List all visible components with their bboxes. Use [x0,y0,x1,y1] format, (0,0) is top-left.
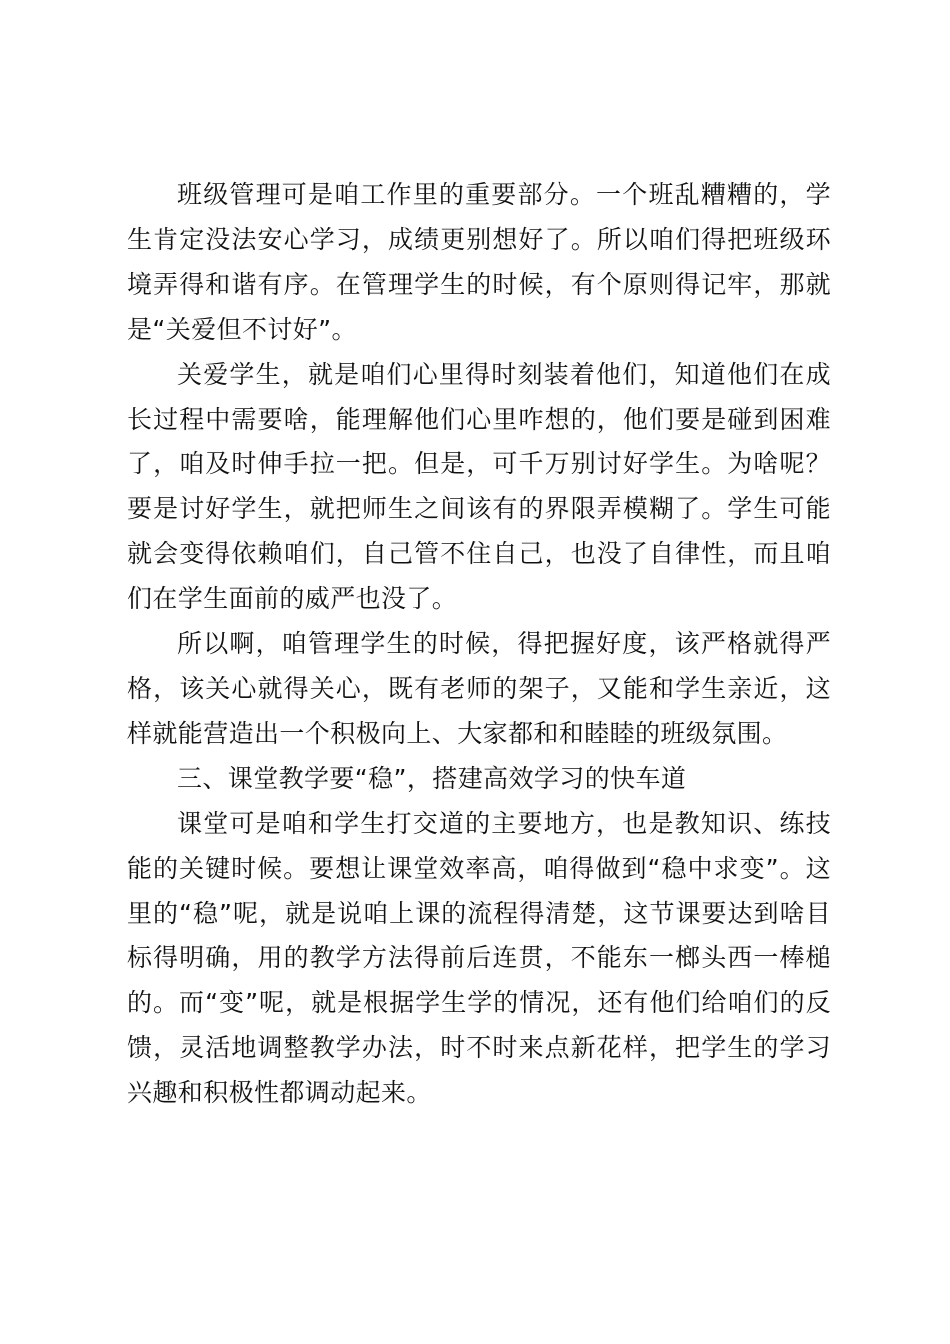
document-body [127,173,831,1116]
paragraph-class-management: 班级管理可是咱工作里的重要部分。一个班乱糟糟的，学生肯定没法安心学习，成绩更别想好了。所以咱们得把班级环境弄得和谐有序。在管理学生的时候，有个原则得记牢，那就是“关爱但不讨好”。 [127,180,831,344]
paragraph-balance: 所以啊，咱管理学生的时候，得把握好度，该严格就得严格，该关心就得关心，既有老师的架子，又能和学生亲近，这样就能营造出一个积极向上、大家都和和睦睦的班级氛围。 [127,629,831,748]
section-heading-classroom-teaching: 三、课堂教学要“稳”，搭建高效学习的快车道 [177,763,687,793]
paragraph-classroom-stability: 课堂可是咱和学生打交道的主要地方，也是教知识、练技能的关键时候。要想让课堂效率高，咱得做到“稳中求变”。这里的“稳”呢，就是说咱上课的流程得清楚，这节课要达到啥目标得明确，用的教学方法得前后连贯，不能东一榔头西一棒槌的。而“变”呢，就是根据学生学的情况，还有他们给咱们的反馈，灵活地调整教学办法，时不时来点新花样，把学生的学习兴趣和积极性都调动起来。 [127,808,831,1108]
paragraph-care-not-please: 关爱学生，就是咱们心里得时刻装着他们，知道他们在成长过程中需要啥，能理解他们心里咋想的，他们要是碰到困难了，咱及时伸手拉一把。但是，可千万别讨好学生。为啥呢？要是讨好学生，就把师生之间该有的界限弄模糊了。学生可能就会变得依赖咱们，自己管不住自己，也没了自律性，而且咱们在学生面前的威严也没了。 [127,359,831,614]
